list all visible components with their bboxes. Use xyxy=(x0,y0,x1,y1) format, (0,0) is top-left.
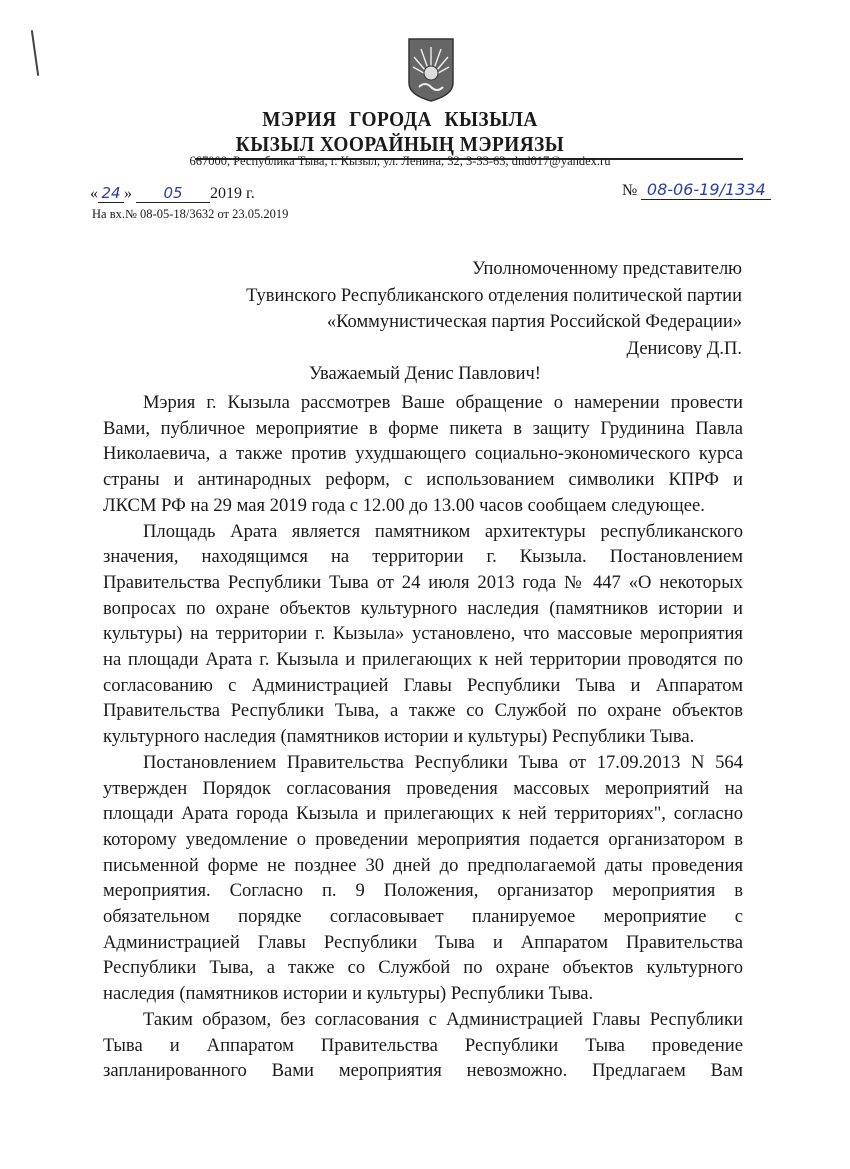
text-line: Мэрия г. Кызыла рассмотрев Ваше обращение о намерении провести xyxy=(143,392,743,413)
text-line: Площадь Арата является памятником архитектуры республиканского xyxy=(143,520,743,542)
text-line: Николаевича, а также против ухудшающего социально-экономического курса xyxy=(103,443,743,465)
text-line: Вами, публичное мероприятие в форме пикета в защиту Грудинина Павла xyxy=(103,417,743,439)
incoming-reference: На вх.№ 08-05-18/3632 от 23.05.2019 xyxy=(92,207,289,221)
text-line: Постановлением Правительства Республики Тыва от 17.09.2013 N 564 xyxy=(143,751,743,773)
text-line: Таким образом, без согласования с Администрацией Главы Республики xyxy=(143,1008,743,1030)
text-line: площади Арата города Кызыла и прилегающих к ней территориях", согласно xyxy=(103,803,743,825)
paragraph xyxy=(103,519,743,750)
outgoing-number-value: 08-06-19/1334 xyxy=(641,180,771,200)
text-line: значения, находящимся на территории г. Кызыла. Постановлением xyxy=(103,546,743,568)
text-line: ЛКСМ РФ на 29 мая 2019 года с 12.00 до 13.00 часов сообщаем следующее. xyxy=(103,494,705,516)
text-line: мероприятия. Согласно п. 9 Положения, организатор мероприятия в xyxy=(103,880,743,902)
org-name-tyv: КЫЗЫЛ ХООРАЙНЫҢ МЭРИЯЗЫ xyxy=(235,132,565,156)
text-line: письменной форме не позднее 30 дней до предполагаемой даты проведения xyxy=(103,854,743,876)
letter-body xyxy=(103,390,743,1084)
date-quote-close: » xyxy=(124,185,132,202)
paragraph xyxy=(103,1007,743,1084)
text-line: культурного наследия (памятников истории и культуры) Республики Тыва. xyxy=(103,726,695,748)
date-day: 24 xyxy=(98,184,124,203)
text-line: страны и антинародных реформ, с использованием символики КПРФ и xyxy=(103,469,743,491)
text-line: Правительства Республики Тыва от 24 июля 2013 года № 447 «О некоторых xyxy=(103,571,743,593)
org-name-ru: МЭРИЯ ГОРОДА КЫЗЫЛА xyxy=(262,107,538,131)
date-month: 05 xyxy=(136,184,210,203)
text-line: Администрацией Главы Республики Тыва и Аппаратом Правительства xyxy=(103,931,743,953)
recipient-line: Тувинского Республиканского отделения политической партии xyxy=(246,285,742,306)
date-year: 2019 г. xyxy=(210,185,255,202)
text-line: вопросах по охране объектов культурного наследия (памятников истории и xyxy=(103,597,743,619)
number-sign: № xyxy=(622,182,638,199)
text-line: на площади Арата г. Кызыла и прилегающих к ней территории проводятся по xyxy=(103,649,743,671)
text-line: Республики Тыва, а также со Службой по охране объектов культурного xyxy=(103,957,743,979)
text-line: наследия (памятников истории и культуры) Республики Тыва. xyxy=(103,983,594,1005)
text-line: утвержден Порядок согласования проведения массовых мероприятий на xyxy=(103,777,743,799)
text-line: Тыва и Аппаратом Правительства Республики Тыва проведение xyxy=(103,1034,743,1056)
greeting: Уважаемый Денис Павлович! xyxy=(309,364,541,384)
text-line: обязательном порядке согласовывает планируемое мероприятие с xyxy=(103,906,743,928)
city-emblem-icon xyxy=(407,37,455,103)
org-address: 667000, Республика Тыва, г. Кызыл, ул. Ленина, 32, 3-33-63, dnd017@yandex.ru xyxy=(189,154,611,168)
text-line: Правительства Республики Тыва, а также со Службой по охране объектов xyxy=(103,700,743,722)
outgoing-number xyxy=(622,180,771,200)
recipient-line: Денисову Д.П. xyxy=(626,338,742,359)
date-quote-open: « xyxy=(90,185,98,202)
paragraph xyxy=(103,750,743,1007)
letter-date xyxy=(90,184,255,203)
text-line: культуры) на территории г. Кызыла» установлено, что массовые мероприятия xyxy=(103,623,743,645)
text-line: запланированного Вами мероприятия невозможно. Предлагаем Вам xyxy=(103,1060,743,1082)
recipient-line: Уполномоченному представителю xyxy=(472,259,742,279)
text-line: согласованию с Администрацией Главы Республики Тыва и Аппаратом xyxy=(103,674,743,696)
recipient-block xyxy=(246,256,742,362)
paragraph xyxy=(103,390,743,519)
recipient-line: «Коммунистическая партия Российской Федерации» xyxy=(326,312,742,332)
scan-artifact xyxy=(31,30,39,76)
text-line: которому уведомление о проведении мероприятия подается организатором в xyxy=(103,828,743,850)
